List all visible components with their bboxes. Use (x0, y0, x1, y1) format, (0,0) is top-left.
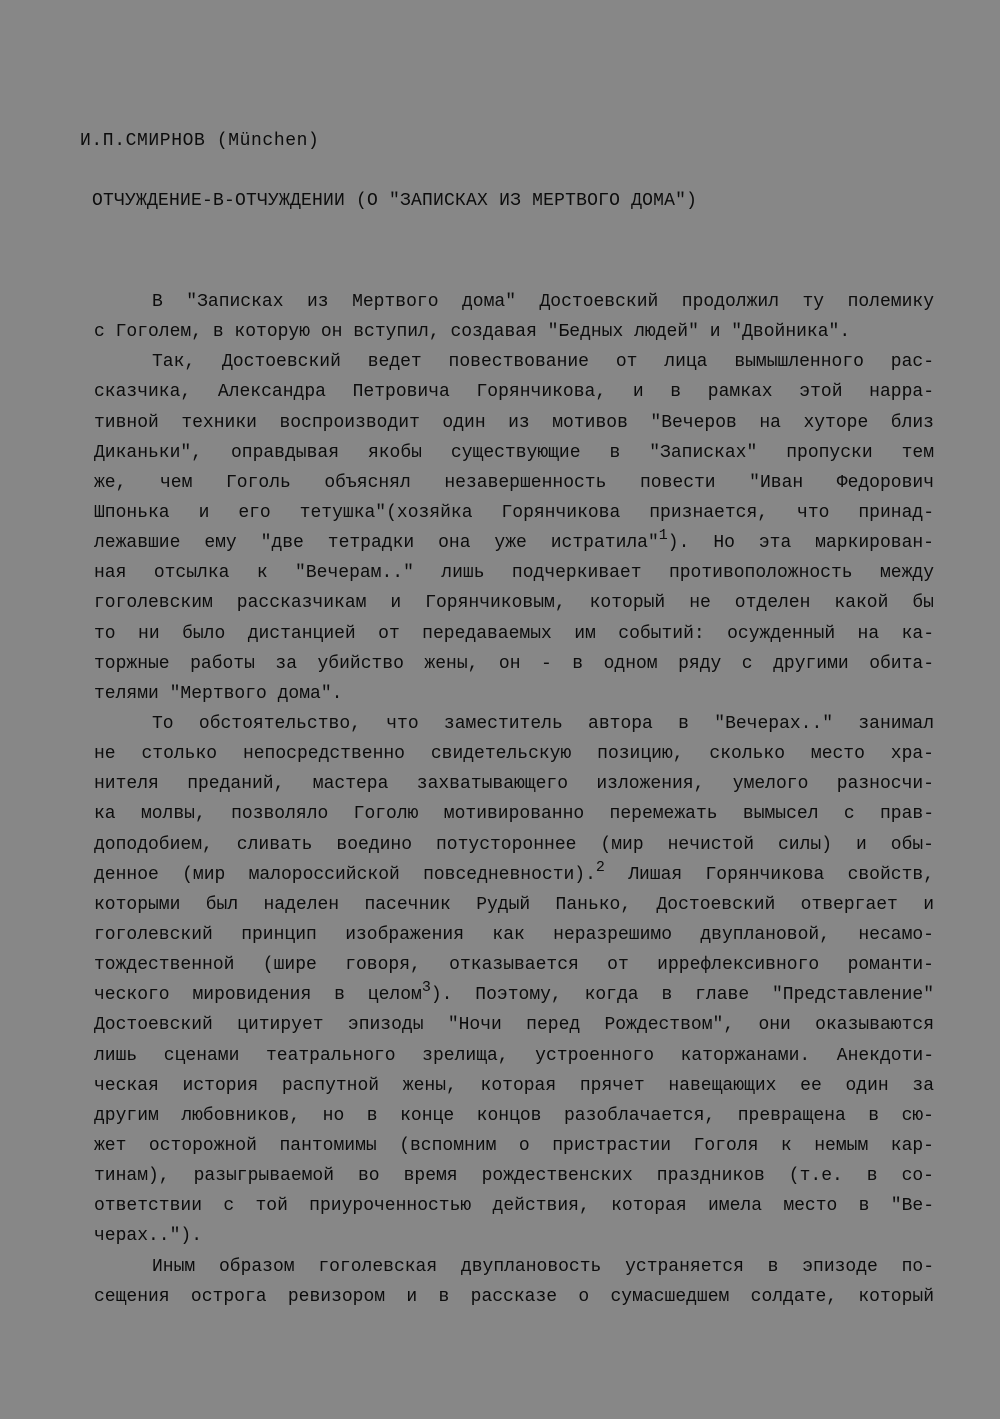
text-line (94, 1071, 934, 1101)
line-text: сещения острога ревизором и в рассказе о сумасшедшем солдате, который (94, 1286, 934, 1307)
text-line (94, 860, 934, 890)
text-line (94, 799, 934, 829)
footnote-marker: 2 (595, 858, 605, 876)
line-text: тивной техники воспроизводит один из мотивов "Вечеров на хуторе близ (94, 412, 934, 433)
line-text: доподобием, сливать воедино потустороннее (мир нечистой силы) и обы- (94, 834, 934, 855)
text-line (94, 1161, 934, 1191)
text-line (94, 438, 934, 468)
line-text: ответствии с той приуроченностью действия, которая имела место в "Ве- (94, 1196, 934, 1217)
footnote-marker: 1 (658, 527, 668, 545)
line-text: то ни было дистанцией от передаваемых им событий: осужденный на ка- (94, 623, 934, 644)
text-line (94, 619, 934, 649)
text-line (94, 1131, 934, 1161)
text-line (94, 408, 934, 438)
line-text: денное (мир малороссийской повседневности). (94, 864, 596, 885)
line-text: с Гоголем, в которую он вступил, создавая "Бедных людей" и "Двойника". (94, 322, 851, 343)
text-line (94, 317, 934, 347)
line-text: То обстоятельство, что заместитель автора в "Вечерах.." занимал (152, 713, 934, 734)
line-text: ная отсылка к "Вечерам.." лишь подчеркивает противоположность между (94, 563, 934, 584)
line-text: торжные работы за убийство жены, он - в одном ряду с другими обита- (94, 653, 934, 674)
line-text: лежавшие ему "две тетрадки она уже истратила" (94, 533, 659, 554)
article-body (94, 287, 934, 1312)
line-text: Диканьки", оправдывая якобы существующие в "Записках" пропуски тем (94, 442, 934, 463)
text-line (94, 1010, 934, 1040)
text-line (94, 588, 934, 618)
article-title: ОТЧУЖДЕНИЕ-В-ОТЧУЖДЕНИИ (О "ЗАПИСКАХ ИЗ МЕРТВОГО ДОМА") (92, 191, 698, 211)
line-text: тинам), разыгрываемой во время рождественских праздников (т.е. в со- (94, 1166, 934, 1187)
line-text: телями "Мертвого дома". (94, 683, 343, 704)
line-text: же, чем Гоголь объяснял незавершенность повести "Иван Федорович (94, 472, 934, 493)
text-line (94, 950, 934, 980)
line-text: гоголевским рассказчикам и Горянчиковым, который не отделен какой бы (94, 593, 934, 614)
text-line (94, 528, 934, 558)
line-text: нителя преданий, мастера захватывающего изложения, умелого разносчи- (94, 774, 934, 795)
line-text-continued: ). Но эта маркирован- (667, 533, 934, 554)
text-line (94, 287, 934, 317)
text-line (94, 1041, 934, 1071)
line-text: сказчика, Александра Петровича Горянчикова, и в рамках этой нарра- (94, 382, 934, 403)
line-text: В "Записках из Мертвого дома" Достоевский продолжил ту полемику (152, 292, 934, 312)
line-text: жет осторожной пантомимы (вспомним о пристрастии Гоголя к немым кар- (94, 1135, 934, 1156)
text-line (94, 830, 934, 860)
line-text: не столько непосредственно свидетельскую позицию, сколько место хра- (94, 744, 934, 765)
line-text: другим любовников, но в конце концов разоблачается, превращена в сю- (94, 1105, 934, 1126)
text-line (94, 679, 934, 709)
text-line (94, 1252, 934, 1282)
line-text: тождественной (шире говоря, отказывается от иррефлексивного романти- (94, 955, 934, 976)
text-line (94, 1221, 934, 1251)
line-text: ческая история распутной жены, которая прячет навещающих ее один за (94, 1075, 934, 1096)
line-text: Так, Достоевский ведет повествование от лица вымышленного рас- (152, 352, 934, 373)
text-line (94, 739, 934, 769)
text-line (94, 1191, 934, 1221)
line-text: лишь сценами театрального зрелища, устроенного каторжанами. Анекдоти- (94, 1045, 934, 1066)
text-line (94, 1101, 934, 1131)
text-line (94, 558, 934, 588)
text-line (94, 980, 934, 1010)
line-text: Иным образом гоголевская двуплановость устраняется в эпизоде по- (152, 1256, 934, 1277)
text-line (94, 1282, 934, 1312)
line-text: ческого мировидения в целом (94, 985, 422, 1006)
text-line (94, 347, 934, 377)
text-line (94, 498, 934, 528)
line-text: черах.."). (94, 1226, 203, 1247)
line-text: Шпонька и его тетушка"(хозяйка Горянчикова признается, что принад- (94, 502, 934, 523)
line-text: ка молвы, позволяло Гоголю мотивированно перемежать вымысел с прав- (94, 804, 934, 825)
text-line (94, 709, 934, 739)
text-line (94, 890, 934, 920)
line-text: гоголевский принцип изображения как неразрешимо двуплановой, несамо- (94, 924, 934, 945)
footnote-marker: 3 (421, 979, 431, 997)
author-line: И.П.СМИРНОВ (München) (80, 131, 320, 151)
text-line (94, 377, 934, 407)
text-line (94, 920, 934, 950)
text-line (94, 769, 934, 799)
line-text-continued: ). Поэтому, когда в главе "Представление" (430, 985, 934, 1006)
text-line (94, 468, 934, 498)
text-line (94, 649, 934, 679)
line-text-continued: Лишая Горянчикова свойств, (604, 864, 934, 885)
line-text: Достоевский цитирует эпизоды "Ночи перед Рождеством", они оказываются (94, 1015, 934, 1036)
line-text: которыми был наделен пасечник Рудый Панько, Достоевский отвергает и (94, 894, 934, 915)
